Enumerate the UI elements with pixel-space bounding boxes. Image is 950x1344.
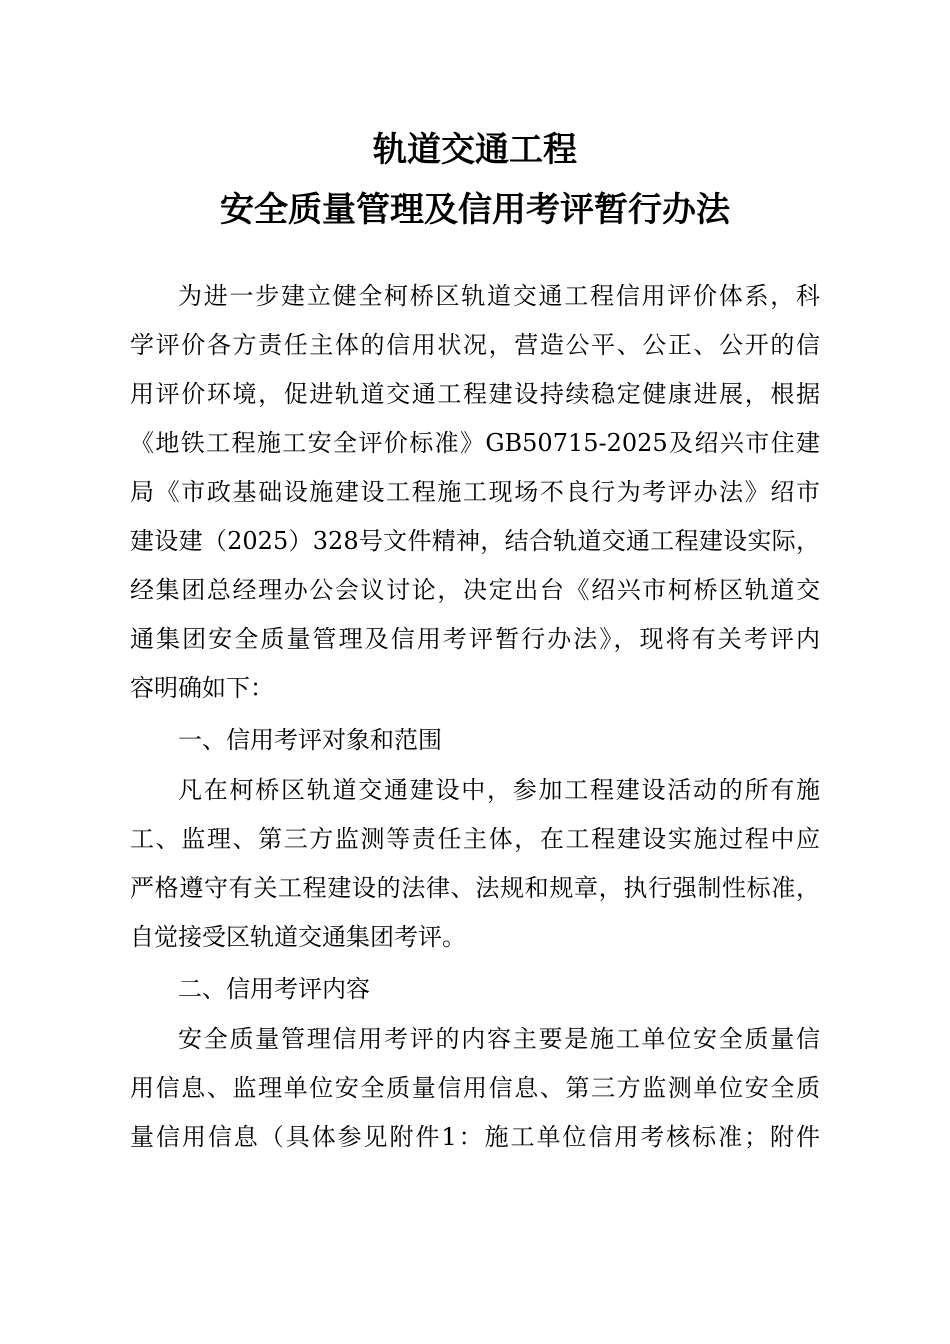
section-1-heading: 一、信用考评对象和范围 xyxy=(178,726,442,754)
section-1-line: 凡在柯桥区轨道交通建设中，参加工程建设活动的所有施 xyxy=(178,776,820,804)
intro-line: 容明确如下： xyxy=(130,674,274,702)
document-title-line-2: 安全质量管理及信用考评暂行办法 xyxy=(220,190,730,230)
section-2-line: 安全质量管理信用考评的内容主要是施工单位安全质量信 xyxy=(178,1025,820,1053)
section-1-line: 严格遵守有关工程建设的法律、法规和规章，执行强制性标准， xyxy=(130,874,820,902)
intro-line: 《地铁工程施工安全评价标准》GB50715-2025及绍兴市住建 xyxy=(130,429,820,457)
section-2-heading: 二、信用考评内容 xyxy=(178,975,370,1003)
section-1-line: 工、监理、第三方监测等责任主体，在工程建设实施过程中应 xyxy=(130,825,820,853)
section-1-line: 自觉接受区轨道交通集团考评。 xyxy=(130,923,466,951)
intro-line: 通集团安全质量管理及信用考评暂行办法》，现将有关考评内 xyxy=(130,625,820,653)
intro-line: 用评价环境，促进轨道交通工程建设持续稳定健康进展，根据 xyxy=(130,380,820,408)
intro-line: 学评价各方责任主体的信用状况，营造公平、公正、公开的信 xyxy=(130,331,820,359)
document-title-line-1: 轨道交通工程 xyxy=(373,130,577,170)
intro-line: 为进一步建立健全柯桥区轨道交通工程信用评价体系，科 xyxy=(178,282,820,310)
section-2-line: 用信息、监理单位安全质量信用信息、第三方监测单位安全质 xyxy=(130,1074,820,1102)
intro-line: 经集团总经理办公会议讨论，决定出台《绍兴市柯桥区轨道交 xyxy=(130,576,820,604)
section-2-line: 量信用信息（具体参见附件1：施工单位信用考核标准；附件 xyxy=(130,1123,820,1151)
intro-line: 局《市政基础设施建设工程施工现场不良行为考评办法》绍市 xyxy=(130,478,820,506)
intro-line: 建设建（2025）328号文件精神，结合轨道交通工程建设实际， xyxy=(130,527,820,555)
